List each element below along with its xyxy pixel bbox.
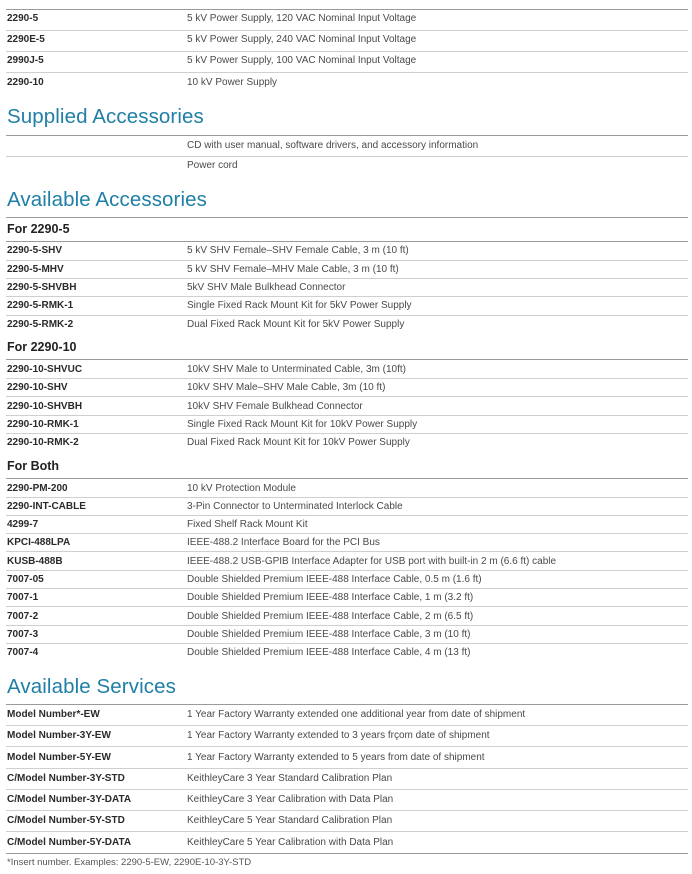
part-number: 2290E-5 [7, 34, 45, 45]
row-divider [6, 378, 688, 379]
part-description: CD with user manual, software drivers, and accessory information [187, 140, 479, 151]
part-number: 2290-10-SHVUC [7, 364, 83, 375]
service-number: C/Model Number-3Y-DATA [7, 794, 132, 805]
row-divider [6, 415, 688, 416]
part-description: Fixed Shelf Rack Mount Kit [187, 519, 308, 530]
part-number: 7007-3 [7, 629, 39, 640]
service-description: KeithleyCare 5 Year Standard Calibration Plan [187, 815, 393, 826]
part-description: Power cord [187, 160, 238, 171]
part-number: 2290-5-RMK-2 [7, 319, 74, 330]
part-description: 5 kV SHV Female–SHV Female Cable, 3 m (10 ft) [187, 245, 409, 256]
service-number: C/Model Number-5Y-STD [7, 815, 125, 826]
part-description: Double Shielded Premium IEEE-488 Interface Cable, 1 m (3.2 ft) [187, 592, 474, 603]
part-number: 7007-05 [7, 574, 44, 585]
row-divider [6, 570, 688, 571]
row-divider [6, 156, 688, 157]
part-number: 2290-5-RMK-1 [7, 300, 74, 311]
part-number: 2290-10-SHV [7, 382, 68, 393]
table-rule [6, 9, 688, 10]
row-divider [6, 768, 688, 769]
row-divider [6, 588, 688, 589]
part-description: Dual Fixed Rack Mount Kit for 10kV Power Supply [187, 437, 410, 448]
row-divider [6, 789, 688, 790]
table-rule [6, 853, 688, 854]
row-divider [6, 433, 688, 434]
part-description: 5 kV SHV Female–MHV Male Cable, 3 m (10 ft) [187, 264, 399, 275]
service-number: C/Model Number-3Y-STD [7, 773, 125, 784]
part-description: Double Shielded Premium IEEE-488 Interface Cable, 3 m (10 ft) [187, 629, 471, 640]
part-description: 10kV SHV Male–SHV Male Cable, 3m (10 ft) [187, 382, 386, 393]
part-description: IEEE-488.2 Interface Board for the PCI Bus [187, 537, 380, 548]
part-description: 5 kV Power Supply, 120 VAC Nominal Input Voltage [187, 13, 417, 24]
group-title: For 2290-10 [7, 340, 77, 354]
part-number: 2290-INT-CABLE [7, 501, 86, 512]
table-rule [6, 704, 688, 705]
part-number: 7007-2 [7, 611, 39, 622]
row-divider [6, 515, 688, 516]
part-description: Double Shielded Premium IEEE-488 Interface Cable, 2 m (6.5 ft) [187, 611, 474, 622]
part-description: 5kV SHV Male Bulkhead Connector [187, 282, 346, 293]
service-number: Model Number-5Y-EW [7, 752, 111, 763]
part-description: 5 kV Power Supply, 240 VAC Nominal Input Voltage [187, 34, 417, 45]
service-description: KeithleyCare 3 Year Calibration with Data Plan [187, 794, 394, 805]
service-description: 1 Year Factory Warranty extended to 3 years frçom date of shipment [187, 730, 490, 741]
part-number: KPCI-488LPA [7, 537, 71, 548]
service-number: C/Model Number-5Y-DATA [7, 837, 132, 848]
row-divider [6, 72, 688, 73]
part-number: 2290-5-SHV [7, 245, 63, 256]
part-number: 2290-5-SHVBH [7, 282, 77, 293]
part-number: 4299-7 [7, 519, 39, 530]
service-number: Model Number*-EW [7, 709, 100, 720]
part-description: 10kV SHV Male to Unterminated Cable, 3m (10ft) [187, 364, 406, 375]
row-divider [6, 551, 688, 552]
section-title-services: Available Services [7, 675, 176, 698]
part-description: Double Shielded Premium IEEE-488 Interface Cable, 0.5 m (1.6 ft) [187, 574, 482, 585]
part-number: 2290-10-RMK-1 [7, 419, 79, 430]
part-number: 2290-5-MHV [7, 264, 64, 275]
part-description: 10kV SHV Female Bulkhead Connector [187, 401, 363, 412]
table-rule [6, 359, 688, 360]
part-description: 5 kV Power Supply, 100 VAC Nominal Input Voltage [187, 55, 417, 66]
row-divider [6, 396, 688, 397]
service-description: KeithleyCare 3 Year Standard Calibration Plan [187, 773, 393, 784]
row-divider [6, 315, 688, 316]
row-divider [6, 810, 688, 811]
table-rule [6, 135, 688, 136]
group-title: For Both [7, 459, 60, 473]
row-divider [6, 533, 688, 534]
row-divider [6, 643, 688, 644]
row-divider [6, 260, 688, 261]
part-description: Single Fixed Rack Mount Kit for 10kV Power Supply [187, 419, 418, 430]
row-divider [6, 606, 688, 607]
section-title-supplied: Supplied Accessories [7, 105, 204, 128]
table-rule [6, 241, 688, 242]
row-divider [6, 831, 688, 832]
row-divider [6, 746, 688, 747]
row-divider [6, 625, 688, 626]
part-description: IEEE-488.2 USB-GPIB Interface Adapter for USB port with built-in 2 m (6.6 ft) cable [187, 556, 557, 567]
part-number: 2990J-5 [7, 55, 44, 66]
part-description: Single Fixed Rack Mount Kit for 5kV Power Supply [187, 300, 412, 311]
part-number: 7007-4 [7, 647, 39, 658]
part-description: 3-Pin Connector to Unterminated Interlock Cable [187, 501, 403, 512]
row-divider [6, 278, 688, 279]
row-divider [6, 51, 688, 52]
part-description: 10 kV Power Supply [187, 77, 278, 88]
row-divider [6, 30, 688, 31]
part-number: 7007-1 [7, 592, 39, 603]
part-number: 2290-PM-200 [7, 483, 68, 494]
part-number: 2290-10-SHVBH [7, 401, 83, 412]
group-title: For 2290-5 [7, 222, 70, 236]
service-description: 1 Year Factory Warranty extended one additional year from date of shipment [187, 709, 526, 720]
part-description: Double Shielded Premium IEEE-488 Interface Cable, 4 m (13 ft) [187, 647, 471, 658]
service-description: 1 Year Factory Warranty extended to 5 years from date of shipment [187, 752, 485, 763]
service-description: KeithleyCare 5 Year Calibration with Data Plan [187, 837, 394, 848]
row-divider [6, 725, 688, 726]
part-number: KUSB-488B [7, 556, 63, 567]
section-title-available: Available Accessories [7, 188, 207, 211]
row-divider [6, 296, 688, 297]
table-rule [6, 217, 688, 218]
part-description: 10 kV Protection Module [187, 483, 296, 494]
table-rule [6, 478, 688, 479]
row-divider [6, 497, 688, 498]
part-number: 2290-10-RMK-2 [7, 437, 79, 448]
part-number: 2290-5 [7, 13, 39, 24]
service-number: Model Number-3Y-EW [7, 730, 111, 741]
part-number: 2290-10 [7, 77, 44, 88]
part-description: Dual Fixed Rack Mount Kit for 5kV Power Supply [187, 319, 405, 330]
footnote: *Insert number. Examples: 2290-5-EW, 2290E-10-3Y-STD [7, 857, 252, 868]
